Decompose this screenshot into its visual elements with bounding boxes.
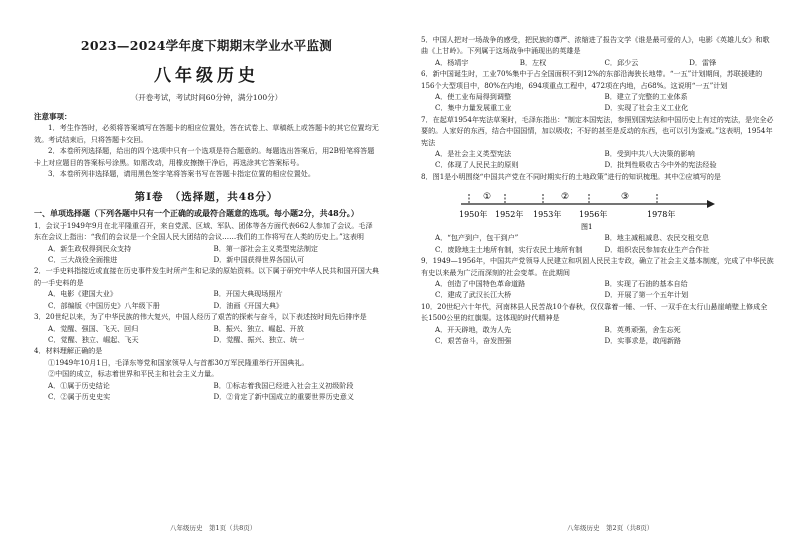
answer-option: D．实事求是，敢闯新路 (604, 335, 682, 345)
answer-option: D．②肯定了新中国成立的重要世界历史意义 (213, 391, 354, 401)
answer-option: A．创造了中国特色革命道路 (435, 278, 526, 288)
question-stem: 4．材料理解正确的是 (34, 346, 103, 356)
answer-option: A．电影《建国大业》 (48, 289, 117, 299)
answer-option: C．艰苦奋斗，奋发图强 (435, 335, 512, 345)
question (34, 265, 379, 311)
figure-caption: 图1 (581, 223, 593, 232)
answer-option: D．油画《开国大典》 (213, 300, 284, 310)
question-stem: 5．中国人把对一场战争的感受，把民族的尊严、浓缩进了报告文学《谁是最可爱的人》，电影《英雄儿女》和歌曲《上甘岭》。下列属于这场战争中涌现出的英雄是 (421, 35, 770, 56)
options-grid (421, 232, 774, 255)
timeline-mark: ③ (621, 192, 630, 203)
answer-option: D．批判性吸收古今中外的宪法经验 (604, 160, 717, 170)
note-item: 1．考生作答时，必须将答案填写在答题卡的相应位置处，答在试卷上、草稿纸上或答题卡的其它位置均无效。考试结束后，只将答题卡交回。 (34, 123, 379, 144)
answer-option: C．觉醒、独立、崛起、飞天 (48, 334, 139, 344)
question-stem: 10．20世纪六十年代，河南林县人民苦战10个春秋，仅仅靠着一锤、一钎、一双手在太行山悬崖峭壁上修成全长1500公里的红旗渠。这体现的时代精神是 (421, 301, 768, 323)
answer-option: A．新生政权得到民众支持 (48, 243, 132, 253)
timeline-arrow-icon (707, 200, 715, 208)
question (421, 255, 774, 301)
answer-option: A．①属于历史结论 (48, 380, 110, 390)
answer-option: B．受到中共八大决策的影响 (604, 149, 695, 159)
timeline-year-label: 1952年 (495, 210, 524, 220)
answer-option: B．①标志着我国已经进入社会主义初级阶段 (213, 380, 354, 390)
answer-option: C．体现了人民民主的原则 (435, 160, 519, 170)
answer-option: B．开国大典现场照片 (213, 289, 283, 299)
question-stem: 8．图1是小明围绕“中国共产党在不同时期实行的土地政策”进行的知识梳理。其中②应填写的是 (421, 171, 722, 181)
answer-option: B．实现了石油的基本自给 (604, 278, 688, 288)
timeline-year-label: 1956年 (579, 210, 608, 220)
answer-option: B．振兴、独立、崛起、开放 (213, 323, 304, 333)
answer-option: A．是社会主义类型宪法 (435, 149, 512, 159)
options-grid (421, 278, 774, 301)
question (421, 68, 774, 114)
material-line: ②中国的成立，标志着世界和平民主和社会主义力量。 (48, 369, 219, 379)
subject-title: 八年级历史 (154, 66, 259, 86)
questions-left (34, 220, 379, 403)
timeline-graphic (457, 186, 717, 232)
question-stem: 3．20世纪以来，为了中华民族的伟大复兴，中国人经历了艰苦的探索与奋斗，以下表述按时间先后排序是 (34, 312, 367, 322)
material-line: ①1949年10月1日，毛泽东等党和国家领导人与首都30万军民隆重举行开国典礼。 (48, 357, 309, 367)
questions-right (421, 34, 774, 346)
timeline-mark: ① (483, 192, 492, 203)
section-heading: 第Ⅰ卷 （选择题，共48分） (134, 191, 279, 204)
timeline-year-label: 1953年 (533, 210, 562, 220)
question-stem: 1．会议于1949年9月在北平隆重召开，来自党派、区域、军队、团体等各方面代表662人参加了会议。毛泽东在会议上指出：“我们的会议是一个全国人民大团结的会议……我们的工作将写在人类的历史上。”这表明 (34, 220, 373, 242)
question (34, 220, 379, 266)
question (34, 311, 379, 345)
options-grid (421, 57, 774, 68)
answer-option: D．开展了第一个五年计划 (604, 290, 689, 300)
answer-option: B．地主减租减息、农民交租交息 (604, 233, 710, 243)
answer-option: A．觉醒、强国、飞天、回归 (48, 323, 139, 333)
options-grid (421, 324, 774, 347)
exam-subtitle: （开卷考试，考试时间60分钟，满分100分） (130, 93, 283, 102)
page-footer-right: 八年级历史 第2页（共8页） (567, 524, 654, 532)
exam-title: 2023—2024学年度下期期末学业水平监测 (80, 38, 333, 53)
question-stem: 6．新中国诞生时，工业70%集中于占全国面积不到12%的东部沿海狭长地带。“一五”计划期间，苏联援建的156个大型项目中，80%在内地，694项重点工程中，472项在内地，占68%。这说明“一五”计划 (421, 69, 763, 90)
answer-option: D．新中国获得世界各国认可 (213, 255, 305, 265)
answer-option: D．雷锋 (689, 57, 717, 67)
section-title: 一、单项选择题（下列各题中只有一个正确的或最符合题意的选项。每小题2分，共48分。） (34, 208, 359, 219)
answer-option: C．建成了武汉长江大桥 (435, 290, 512, 300)
options-grid (421, 148, 774, 171)
page-footer-left: 八年级历史 第1页（共8页） (170, 524, 257, 532)
timeline-year-label: 1950年 (459, 210, 488, 220)
question (34, 345, 379, 402)
land-policy-timeline (457, 186, 717, 232)
answer-option: D．实现了社会主义工业化 (604, 103, 689, 113)
timeline-year-label: 1978年 (647, 210, 676, 220)
answer-option: D．觉醒、振兴、独立、统一 (213, 334, 305, 344)
answer-option: A．开天辟地，敢为人先 (435, 324, 512, 334)
notes-block (34, 111, 379, 179)
answer-option: A．杨靖宇 (435, 57, 469, 67)
answer-option: C．三大战役全面推进 (48, 255, 118, 265)
answer-option: B．建立了完整的工业体系 (604, 92, 688, 102)
answer-option: A．“包产到户，包干到户” (435, 233, 519, 243)
notes-heading: 注意事项： (34, 112, 72, 121)
answer-option: A．使工业布局得到调整 (435, 92, 512, 102)
options-grid (34, 323, 379, 346)
answer-option: B．左权 (519, 57, 547, 67)
question-stem: 7．在起草1954年宪法草案时，毛泽东指出：“制定本国宪法，参照别国宪法和中国历史上有过的宪法，是完全必要的。人家好的东西，结合中国国情，加以吸收；不好的甚至是反动的东西，也可以引为鉴戒。”这表明，1954年宪法 (421, 114, 774, 147)
question (421, 114, 774, 171)
answer-option: D．组织农民参加农业生产合作社 (604, 244, 710, 254)
answer-option: B．第一部社会主义类型宪法制定 (213, 243, 319, 253)
options-grid (34, 380, 379, 403)
answer-option: C．集中力量发展重工业 (435, 103, 512, 113)
options-grid (34, 288, 379, 311)
note-item: 2．本卷所列选择题，给出的四个选项中只有一个选项是符合题意的。每题选出答案后，用2B铅笔将答题卡上对应题目的答案标号涂黑。如需改动，用橡皮擦擦干净后，再选涂其它答案标号。 (34, 146, 375, 167)
question-stem: 2．一手史料指接近或直接在历史事件发生时所产生和记录的原始资料。以下属于研究中华人民共和国开国大典的一手史料的是 (34, 266, 380, 287)
answer-option: C．邱少云 (604, 57, 639, 67)
note-item: 3．本卷所列非选择题，请用黑色签字笔将答案书写在答题卡指定位置的相应位置处。 (48, 169, 315, 179)
question (421, 171, 774, 255)
answer-option: C．部编版《中国历史》八年级下册 (48, 300, 160, 310)
options-grid (421, 91, 774, 114)
options-grid (34, 243, 379, 266)
answer-option: C．②属于历史史实 (48, 391, 111, 401)
question-stem: 9．1949—1956年，中国共产党领导人民建立和巩固人民民主专政，确立了社会主义基本制度，完成了中华民族有史以来最为广泛而深刻的社会变革。在此期间 (421, 256, 774, 277)
answer-option: B．英勇顽强，舍生忘死 (604, 324, 681, 334)
question (421, 301, 774, 347)
page-right (397, 0, 794, 540)
question (421, 34, 774, 68)
timeline-mark: ② (561, 192, 570, 203)
answer-option: C．废除地主土地所有制，实行农民土地所有制 (435, 244, 583, 254)
